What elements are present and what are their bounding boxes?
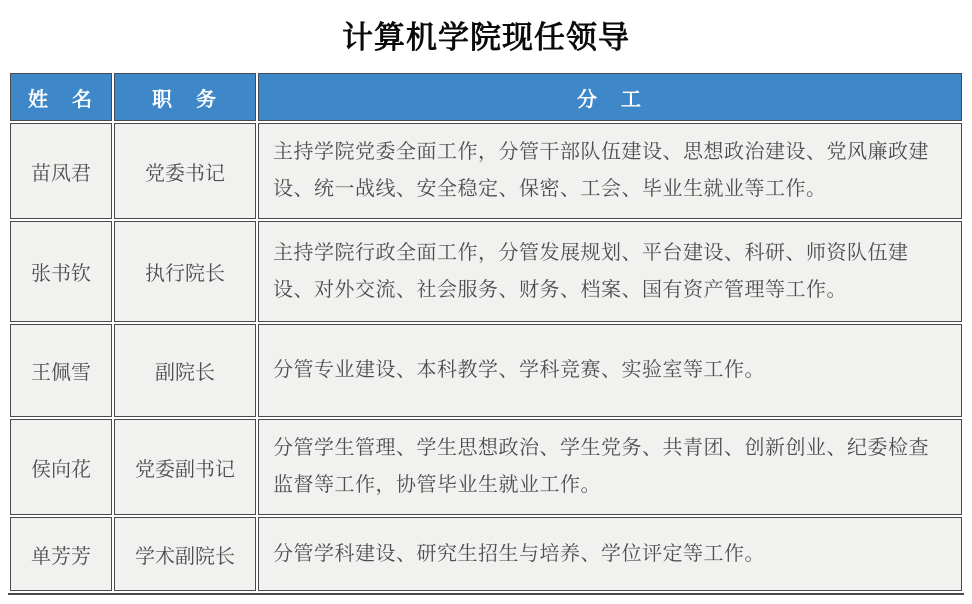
leader-duty: 分管学科建设、研究生招生与培养、学位评定等工作。	[258, 517, 962, 591]
leader-name: 王佩雪	[10, 324, 112, 417]
table-body	[10, 123, 962, 591]
leader-position: 副院长	[114, 324, 256, 417]
leader-name: 侯向花	[10, 419, 112, 515]
leader-position: 党委书记	[114, 123, 256, 219]
leader-duty: 主持学院行政全面工作，分管发展规划、平台建设、科研、师资队伍建设、对外交流、社会服务、财务、档案、国有资产管理等工作。	[258, 221, 962, 322]
header-name: 姓 名	[10, 73, 112, 121]
leader-duty: 分管学生管理、学生思想政治、学生党务、共青团、创新创业、纪委检查监督等工作，协管毕业生就业工作。	[258, 419, 962, 515]
page-title: 计算机学院现任领导	[342, 20, 630, 55]
leader-name: 张书钦	[10, 221, 112, 322]
header-position: 职 务	[114, 73, 256, 121]
leader-name: 苗凤君	[10, 123, 112, 219]
header-row	[10, 73, 962, 121]
leader-name: 单芳芳	[10, 517, 112, 591]
leader-position: 党委副书记	[114, 419, 256, 515]
leader-duty: 分管专业建设、本科教学、学科竞赛、实验室等工作。	[258, 324, 962, 417]
table-row	[10, 221, 962, 322]
leader-position: 学术副院长	[114, 517, 256, 591]
table-row	[10, 324, 962, 417]
leader-position: 执行院长	[114, 221, 256, 322]
table-row	[10, 123, 962, 219]
table-row	[10, 517, 962, 591]
table-header	[10, 73, 962, 121]
leaders-table	[8, 71, 964, 595]
header-duty: 分 工	[258, 73, 962, 121]
table-row	[10, 419, 962, 515]
leader-duty: 主持学院党委全面工作，分管干部队伍建设、思想政治建设、党风廉政建设、统一战线、安全稳定、保密、工会、毕业生就业等工作。	[258, 123, 962, 219]
